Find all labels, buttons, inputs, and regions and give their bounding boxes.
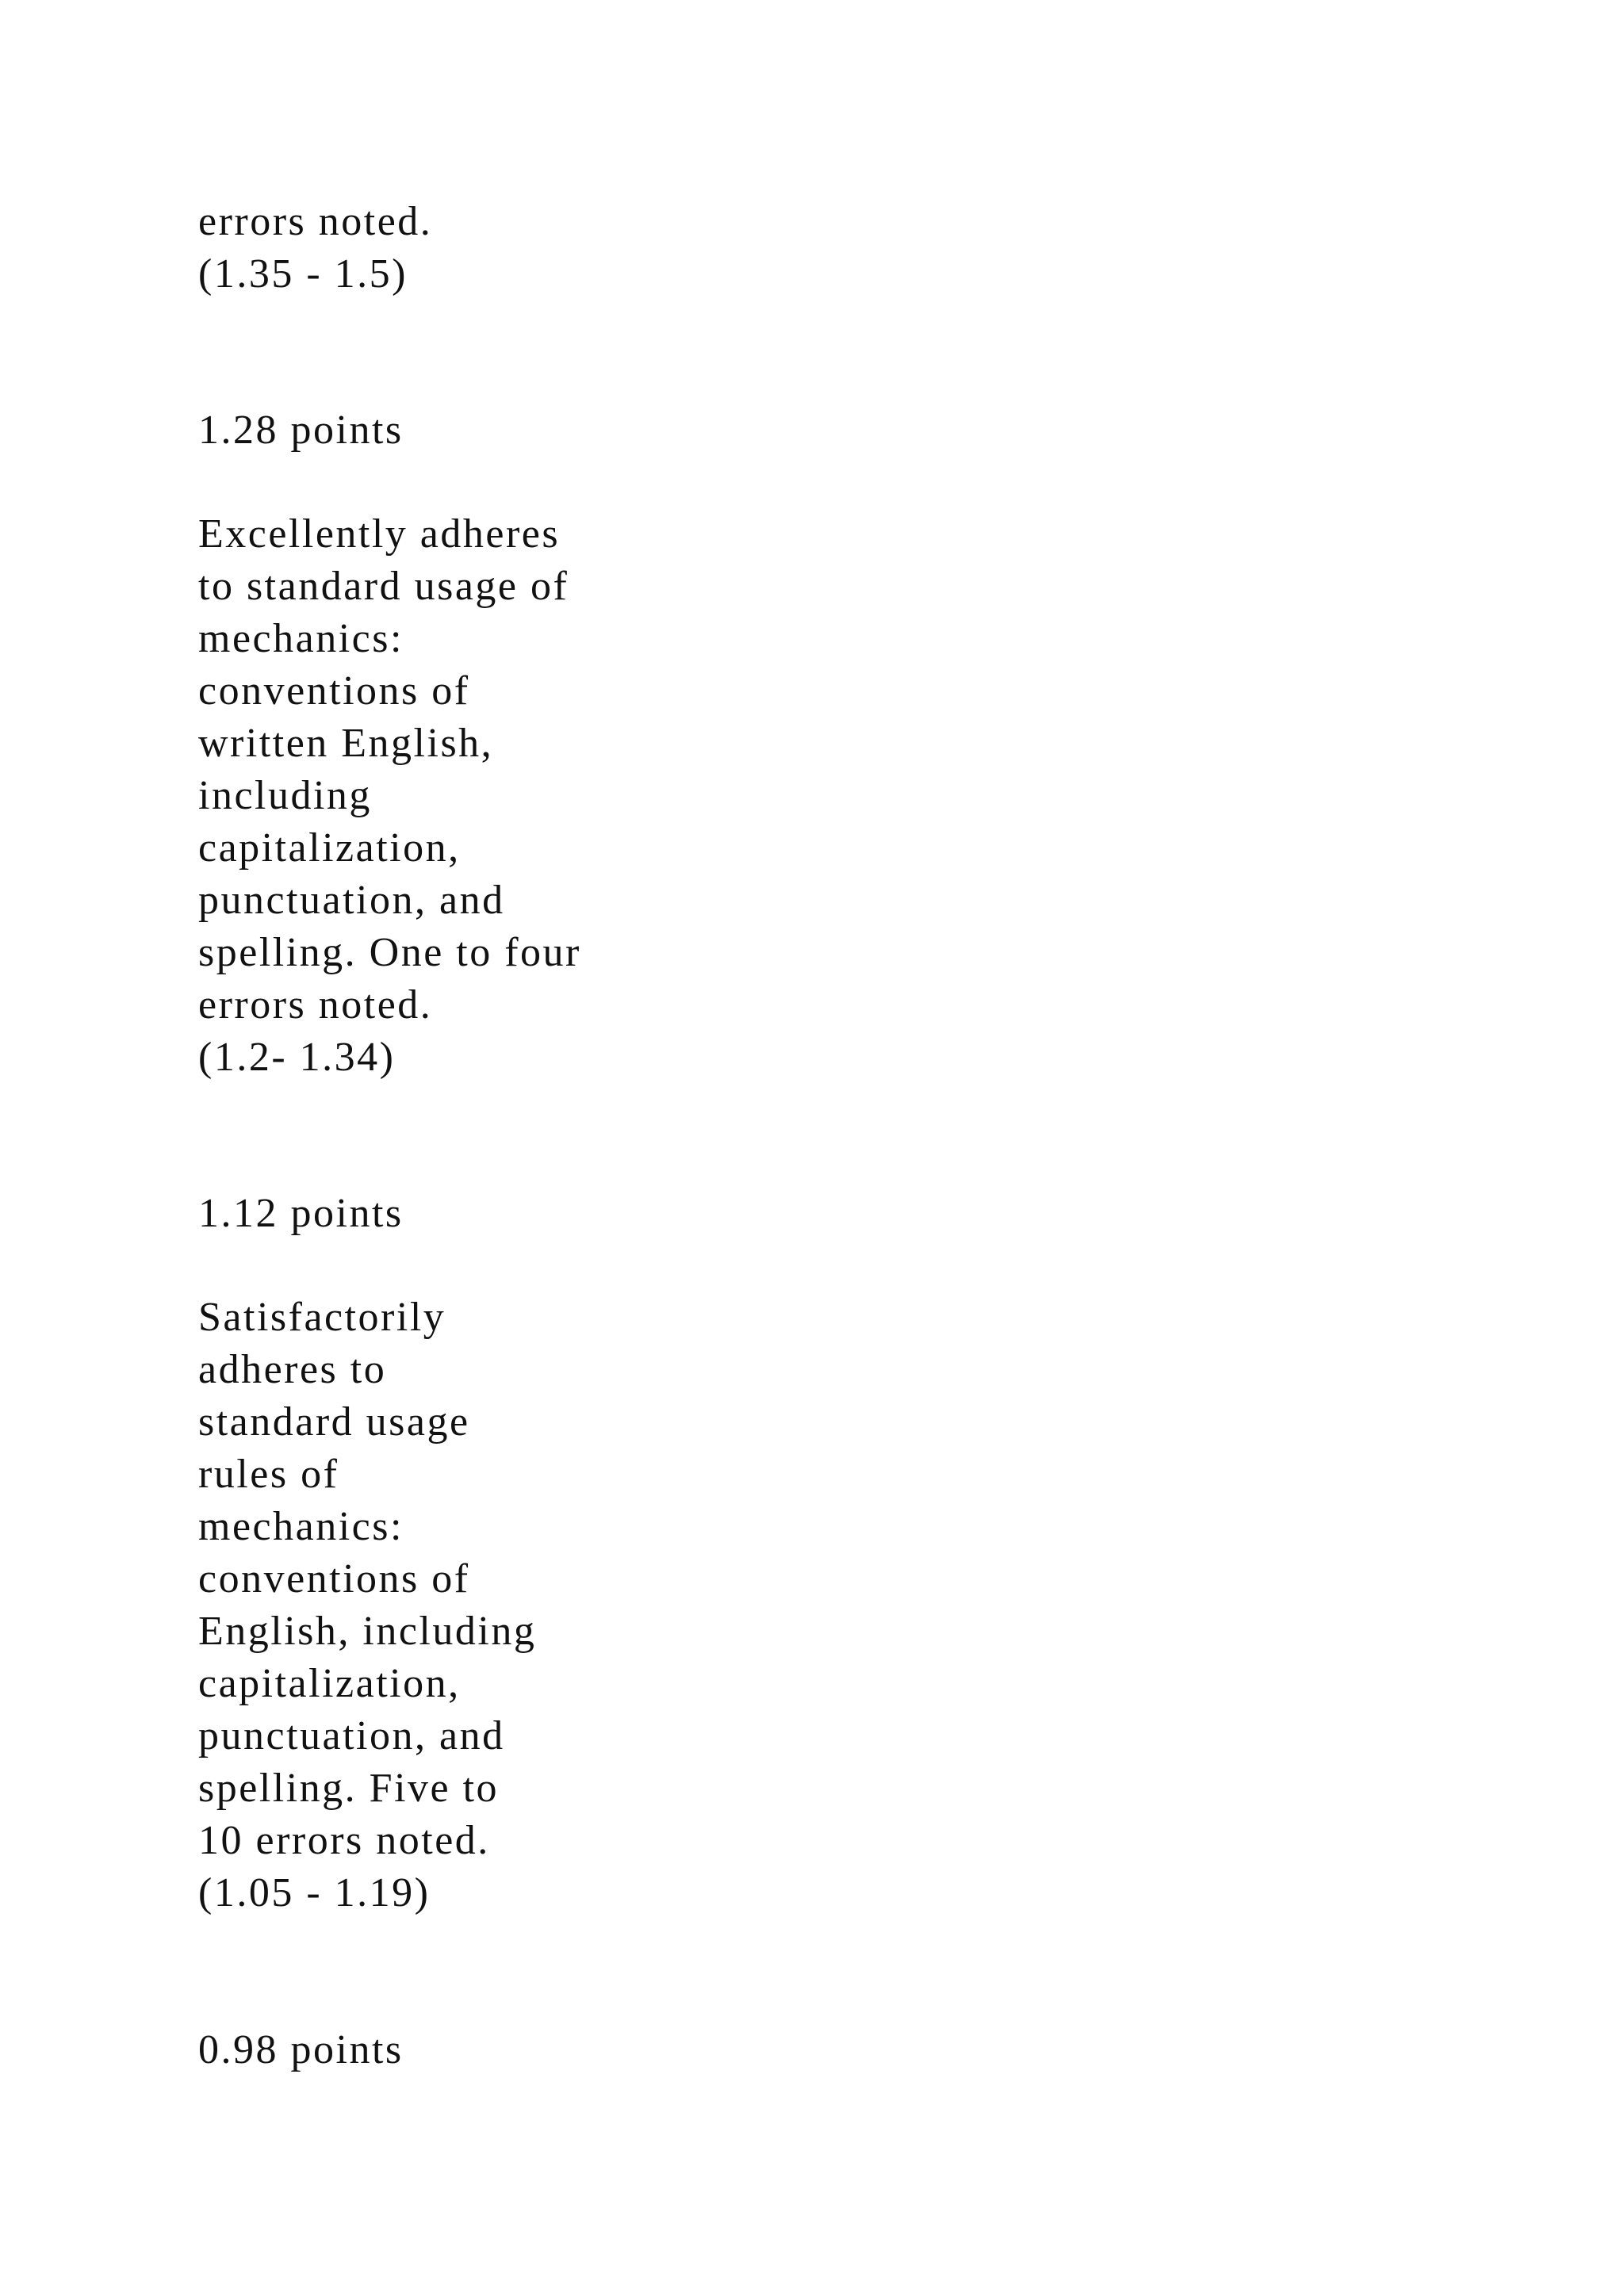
text-line: capitalization,: [198, 825, 461, 871]
score-range: (1.35 - 1.5): [198, 251, 408, 297]
text-line: to standard usage of: [198, 564, 569, 609]
score-range: (1.2- 1.34): [198, 1035, 396, 1080]
text-line: errors noted.: [198, 982, 433, 1027]
text-line: Satisfactorily: [198, 1295, 446, 1340]
text-line: adheres to: [198, 1347, 387, 1392]
text-line: 10 errors noted.: [198, 1818, 490, 1863]
text-line: punctuation, and: [198, 1713, 505, 1758]
points-heading: 1.28 points: [198, 408, 404, 453]
points-heading: 0.98 points: [198, 2027, 404, 2072]
points-heading: 1.12 points: [198, 1191, 404, 1236]
text-line: rules of: [198, 1452, 339, 1497]
text-line: including: [198, 773, 372, 818]
text-line: Excellently adheres: [198, 511, 561, 557]
text-line: errors noted.: [198, 199, 433, 244]
text-line: capitalization,: [198, 1661, 461, 1706]
text-line: spelling. Five to: [198, 1766, 500, 1811]
text-line: conventions of: [198, 668, 470, 714]
text-line: English, including: [198, 1609, 537, 1654]
text-line: standard usage: [198, 1399, 470, 1445]
text-line: mechanics:: [198, 616, 404, 661]
score-range: (1.05 - 1.19): [198, 1870, 431, 1915]
text-line: written English,: [198, 721, 494, 766]
text-line: conventions of: [198, 1556, 470, 1601]
text-line: punctuation, and: [198, 878, 505, 923]
text-line: mechanics:: [198, 1504, 404, 1549]
text-line: spelling. One to four: [198, 930, 581, 975]
